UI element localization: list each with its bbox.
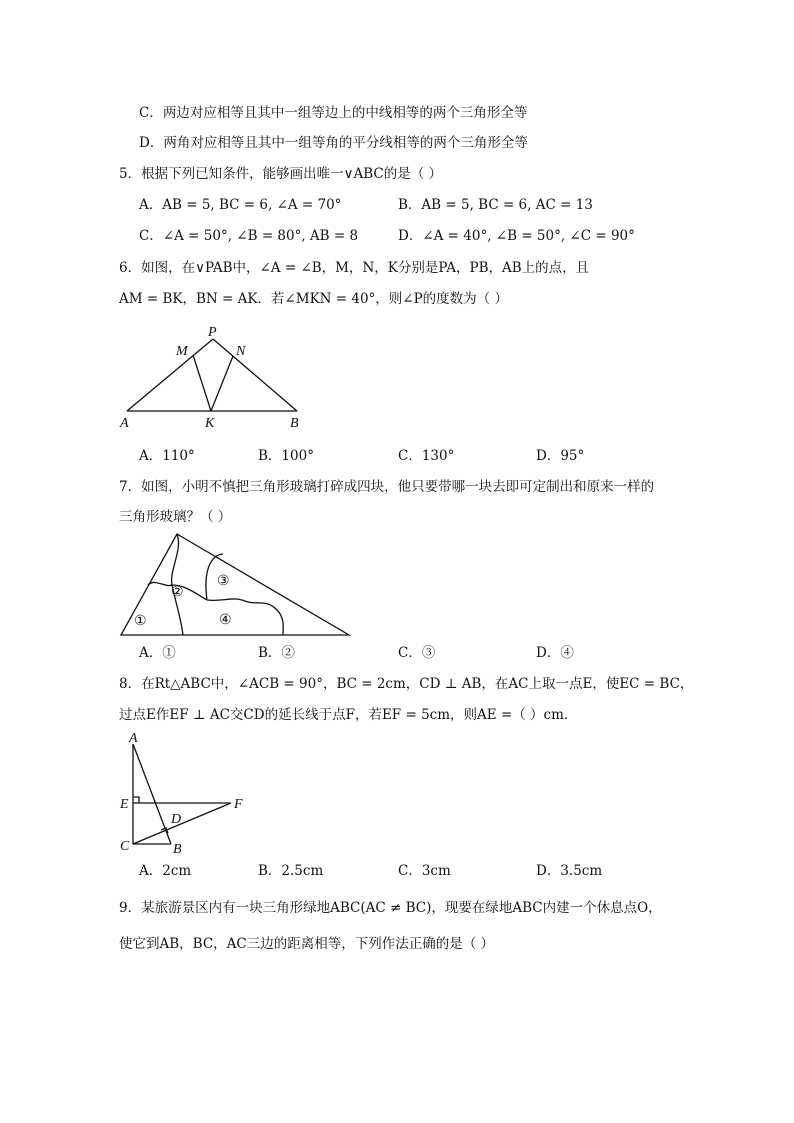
q8-label-f: F	[234, 797, 243, 812]
q8-stem-line2: 过点E作EF ⊥ AC交CD的延长线于点F，若EF = 5cm，则AE =（ ）cm．	[119, 707, 578, 723]
q5-option-d: D．∠A = 40°, ∠B = 50°, ∠C = 90°	[398, 228, 635, 244]
q7-piece-4-label: ④	[219, 613, 232, 628]
q5-option-b: B．AB = 5, BC = 6, AC = 13	[398, 197, 593, 213]
q6-option-c: C．130°	[398, 448, 455, 464]
q6-label-n: N	[236, 344, 246, 359]
q6-option-a: A．110°	[139, 448, 195, 464]
q6-stem-line1: 6．如图，在∨PAB中，∠A = ∠B，M，N，K分别是PA，PB，AB上的点，且	[119, 260, 590, 276]
q8-label-d: D	[171, 812, 182, 827]
q8-label-e: E	[120, 797, 129, 812]
q7-piece-1-label: ①	[134, 614, 147, 629]
q8-option-c: C．3cm	[398, 863, 451, 879]
q8-label-b: B	[173, 842, 182, 857]
q7-option-c: C．③	[398, 645, 436, 661]
q6-stem-line2: AM = BK，BN = AK．若∠MKN = 40°，则∠P的度数为（ ）	[119, 291, 508, 307]
q5-option-c: C．∠A = 50°, ∠B = 80°, AB = 8	[139, 228, 359, 244]
q4-option-d: D．两角对应相等且其中一组等角的平分线相等的两个三角形全等	[139, 135, 528, 151]
q6-option-b: B．100°	[258, 448, 314, 464]
q4-option-c: C．两边对应相等且其中一组等边上的中线相等的两个三角形全等	[139, 105, 528, 121]
q8-option-d: D．3.5cm	[536, 863, 603, 879]
q6-label-a: A	[120, 416, 129, 431]
q8-figure-right-triangle	[115, 728, 265, 858]
q8-stem-line1: 8．在Rt△ABC中，∠ACB = 90°，BC = 2cm，CD ⊥ AB，在AC上取一点E，使EC = BC，	[119, 676, 694, 692]
q7-piece-3-label: ③	[217, 574, 230, 589]
q6-figure-triangle-pab	[115, 318, 315, 433]
q6-label-b: B	[290, 416, 299, 431]
q7-option-a: A．①	[139, 645, 176, 661]
q6-label-k: K	[205, 416, 215, 431]
q8-label-c: C	[120, 839, 130, 854]
q9-stem-line1: 9．某旅游景区内有一块三角形绿地ABC(AC ≠ BC)，现要在绿地ABC内建一个休息点O，	[119, 900, 662, 916]
q7-option-d: D．④	[536, 645, 574, 661]
q8-option-a: A．2cm	[139, 863, 192, 879]
q6-label-m: M	[176, 344, 188, 359]
q5-option-a: A．AB = 5, BC = 6, ∠A = 70°	[139, 197, 342, 213]
q5-stem: 5．根据下列已知条件，能够画出唯一∨ABC的是（ ）	[119, 166, 443, 182]
q7-stem-line1: 7．如图，小明不慎把三角形玻璃打碎成四块，他只要带哪一块去即可定制出和原来一样的	[119, 479, 655, 495]
q6-label-p: P	[208, 325, 217, 340]
q8-option-b: B．2.5cm	[258, 863, 324, 879]
q7-figure-broken-glass	[115, 530, 355, 640]
q6-option-d: D．95°	[536, 448, 585, 464]
q8-label-a: A	[129, 731, 138, 746]
q9-stem-line2: 使它到AB，BC，AC三边的距离相等，下列作法正确的是（ ）	[119, 936, 495, 952]
q7-piece-2-label: ②	[171, 585, 184, 600]
q7-option-b: B．②	[258, 645, 295, 661]
q7-stem-line2: 三角形玻璃？（ ）	[119, 509, 232, 525]
